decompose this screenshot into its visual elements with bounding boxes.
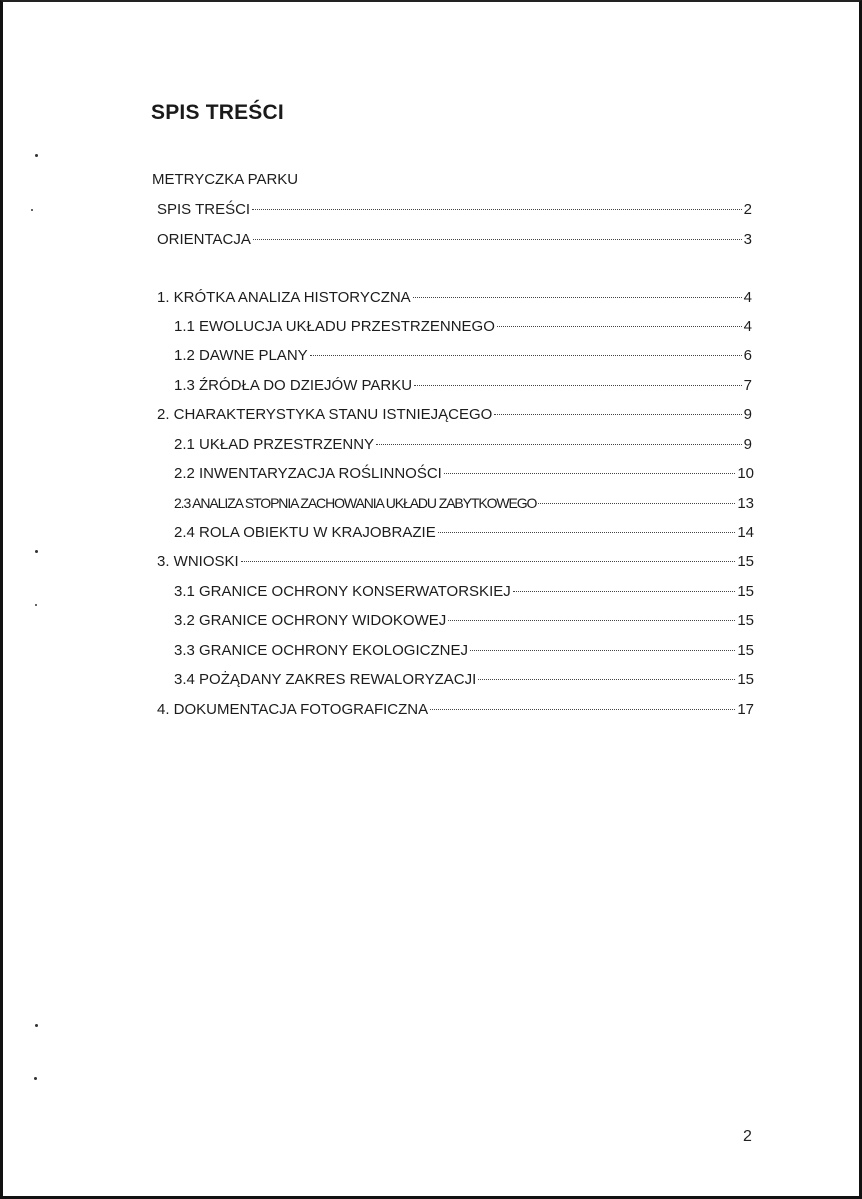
toc-entry[interactable] <box>174 376 752 396</box>
toc-entry-label: 2.3 ANALIZA STOPNIA ZACHOWANIA UKŁADU ZABYTKOWEGO <box>174 495 537 511</box>
toc-entry[interactable] <box>174 317 752 337</box>
toc-entry-page: 4 <box>743 289 752 306</box>
dot-leader <box>470 650 735 651</box>
toc-entry-page: 17 <box>737 701 754 718</box>
toc-entry[interactable] <box>174 670 754 690</box>
toc-entry-label: 1.1 EWOLUCJA UKŁADU PRZESTRZENNEGO <box>174 318 495 335</box>
page-number: 2 <box>743 1128 752 1145</box>
toc-entry-label: METRYCZKA PARKU <box>152 171 299 188</box>
dot-leader <box>494 414 741 415</box>
toc-heading-metryczka[interactable] <box>152 170 298 190</box>
toc-entry-page: 15 <box>737 671 754 688</box>
dot-leader <box>376 444 742 445</box>
toc-entry-label: ORIENTACJA <box>157 231 251 248</box>
toc-entry-label: 2.2 INWENTARYZACJA ROŚLINNOŚCI <box>174 465 442 482</box>
toc-entry-page: 2 <box>743 201 752 218</box>
toc-entry[interactable] <box>174 523 754 543</box>
toc-entry-label: 1. KRÓTKA ANALIZA HISTORYCZNA <box>157 289 411 306</box>
dot-leader <box>252 209 742 210</box>
toc-entry-label: 3. WNIOSKI <box>157 553 239 570</box>
page-title: SPIS TREŚCI <box>151 101 284 124</box>
toc-entry-page: 15 <box>737 583 754 600</box>
toc-entry-page: 14 <box>737 524 754 541</box>
toc-entry-page: 6 <box>743 347 752 364</box>
dot-leader <box>253 239 742 240</box>
toc-entry-label: 3.4 POŻĄDANY ZAKRES REWALORYZACJI <box>174 671 477 688</box>
toc-entry-page: 15 <box>737 553 754 570</box>
dot-leader <box>241 561 736 562</box>
toc-entry-page: 13 <box>737 495 754 512</box>
toc-entry[interactable] <box>157 405 752 425</box>
toc-entry[interactable] <box>174 435 752 455</box>
toc-entry[interactable] <box>157 700 754 720</box>
toc-entry[interactable] <box>174 493 754 514</box>
toc-entry[interactable] <box>174 641 754 661</box>
toc-entry-page: 10 <box>737 465 754 482</box>
dot-leader <box>414 385 742 386</box>
toc-entry-label: SPIS TREŚCI <box>157 201 251 218</box>
toc-entry-page: 15 <box>737 642 754 659</box>
dot-leader <box>430 709 735 710</box>
scan-speck <box>35 1024 38 1027</box>
toc-entry-label: 3.1 GRANICE OCHRONY KONSERWATORSKIEJ <box>174 583 511 600</box>
toc-entry[interactable] <box>174 582 754 602</box>
scan-speck <box>34 1077 37 1080</box>
toc-entry[interactable] <box>157 552 754 572</box>
scan-speck <box>31 209 33 211</box>
toc-entry[interactable] <box>174 464 754 484</box>
toc-entry-page: 15 <box>737 612 754 629</box>
dot-leader <box>538 503 735 504</box>
toc-entry-page: 4 <box>743 318 752 335</box>
dot-leader <box>513 591 736 592</box>
dot-leader <box>310 355 742 356</box>
dot-leader <box>478 679 735 680</box>
toc-entry[interactable] <box>157 200 752 220</box>
toc-entry-label: 3.2 GRANICE OCHRONY WIDOKOWEJ <box>174 612 447 629</box>
toc-entry-label: 1.2 DAWNE PLANY <box>174 347 308 364</box>
toc-entry-page: 9 <box>743 406 752 423</box>
toc-entry-label: 2.1 UKŁAD PRZESTRZENNY <box>174 436 375 453</box>
dot-leader <box>448 620 735 621</box>
scan-speck <box>35 604 37 606</box>
dot-leader <box>497 326 742 327</box>
toc-entry-label: 2. CHARAKTERYSTYKA STANU ISTNIEJĄCEGO <box>157 406 493 423</box>
toc-entry-page: 3 <box>743 231 752 248</box>
scan-speck <box>35 154 38 157</box>
toc-entry-page: 9 <box>743 436 752 453</box>
toc-entry-label: 4. DOKUMENTACJA FOTOGRAFICZNA <box>157 701 429 718</box>
toc-entry-label: 1.3 ŹRÓDŁA DO DZIEJÓW PARKU <box>174 377 413 394</box>
toc-entry-page: 7 <box>743 377 752 394</box>
toc-entry[interactable] <box>174 611 754 631</box>
toc-entry[interactable] <box>157 230 752 250</box>
toc-entry[interactable] <box>157 288 752 308</box>
toc-entry-label: 3.3 GRANICE OCHRONY EKOLOGICZNEJ <box>174 642 468 659</box>
scan-speck <box>35 550 38 553</box>
toc-entry-label: 2.4 ROLA OBIEKTU W KRAJOBRAZIE <box>174 524 436 541</box>
dot-leader <box>444 473 735 474</box>
dot-leader <box>438 532 736 533</box>
dot-leader <box>413 297 742 298</box>
toc-entry[interactable] <box>174 346 752 366</box>
